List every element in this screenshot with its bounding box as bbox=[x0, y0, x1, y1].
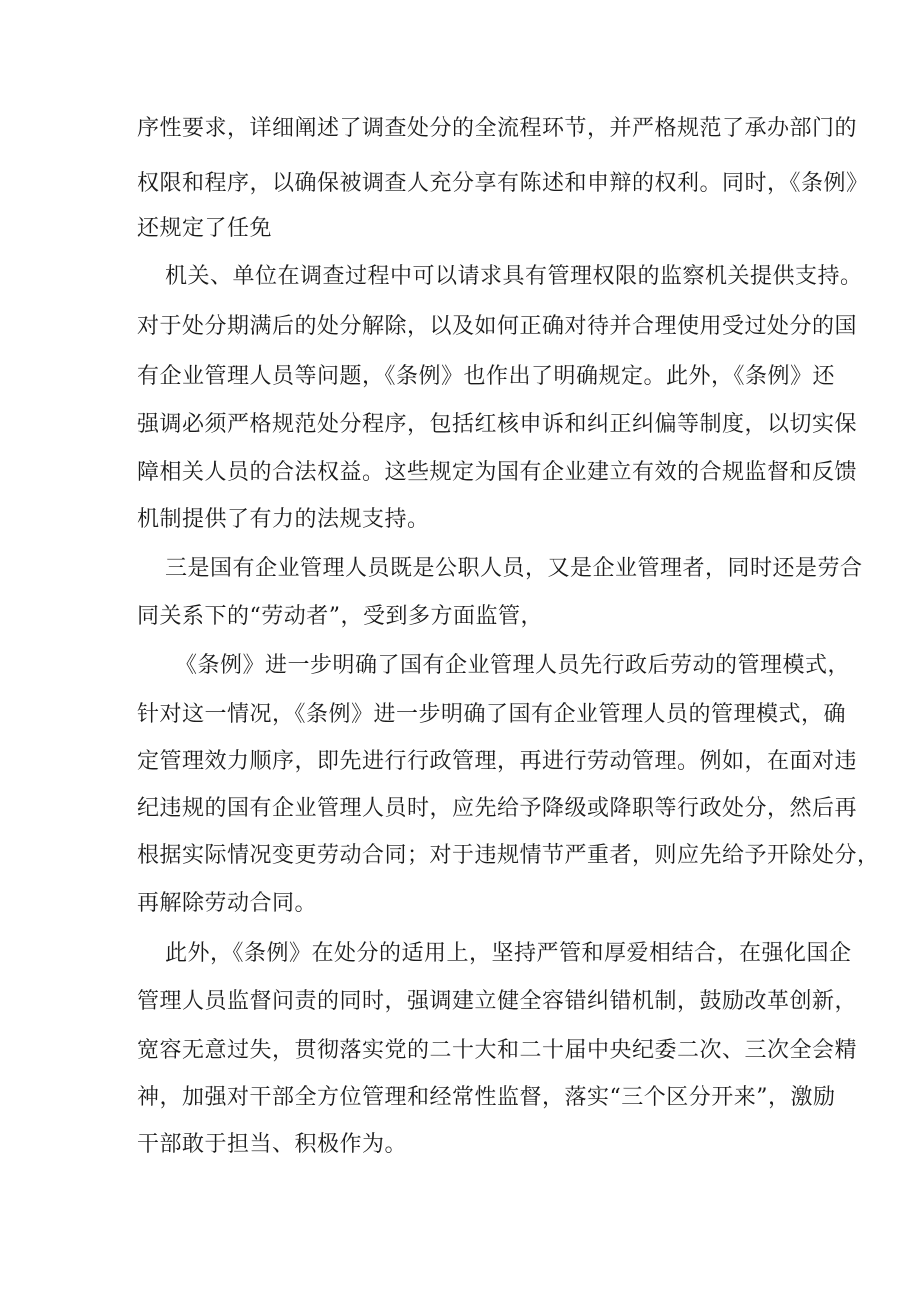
text-line: 机制提供了有力的法规支持。 bbox=[137, 507, 430, 532]
text-line: 根据实际情况变更劳动合同；对于违规情节严重者，则应先给予开除处分， bbox=[137, 843, 880, 868]
text-line: 权限和程序，以确保被调查人充分享有陈述和申辩的权利。同时，《条例》 bbox=[137, 171, 869, 196]
text-line: 《条例》进一步明确了国有企业管理人员先行政后劳动的管理模式， bbox=[175, 653, 851, 678]
text-line: 序性要求，详细阐述了调查处分的全流程环节，并严格规范了承办部门的 bbox=[137, 116, 858, 141]
text-line: 再解除劳动合同。 bbox=[137, 891, 318, 916]
text-line: 针对这一情况，《条例》进一步明确了国有企业管理人员的管理模式，确 bbox=[137, 702, 847, 727]
text-line: 宽容无意过失，贯彻落实党的二十大和二十届中央纪委二次、三次全会精 bbox=[137, 1038, 858, 1063]
text-line: 强调必须严格规范处分程序，包括红核申诉和纠正纠偏等制度，以切实保 bbox=[137, 412, 858, 437]
text-line: 干部敢于担当、积极作为。 bbox=[137, 1132, 408, 1157]
text-line: 三是国有企业管理人员既是公职人员，又是企业管理者，同时还是劳合 bbox=[165, 556, 863, 581]
text-line: 还规定了任免 bbox=[137, 216, 273, 241]
text-line: 管理人员监督问责的同时，强调建立健全容错纠错机制，鼓励改革创新， bbox=[137, 989, 858, 1014]
text-line: 神，加强对干部全方位管理和经常性监督，落实“三个区分开来”，激励 bbox=[137, 1085, 836, 1110]
text-line: 对于处分期满后的处分解除，以及如何正确对待并合理使用受过处分的国 bbox=[137, 314, 858, 339]
text-line: 有企业管理人员等问题，《条例》也作出了明确规定。此外，《条例》还 bbox=[137, 364, 836, 389]
text-line: 同关系下的“劳动者”，受到多方面监管， bbox=[137, 604, 543, 629]
text-line: 机关、单位在调查过程中可以请求具有管理权限的监察机关提供支持。 bbox=[165, 264, 863, 289]
text-line: 纪违规的国有企业管理人员时，应先给予降级或降职等行政处分，然后再 bbox=[137, 796, 858, 821]
text-line: 此外，《条例》在处分的适用上，坚持严管和厚爱相结合，在强化国企 bbox=[165, 941, 852, 966]
text-line: 障相关人员的合法权益。这些规定为国有企业建立有效的合规监督和反馈 bbox=[137, 460, 858, 485]
text-line: 定管理效力顺序，即先进行行政管理，再进行劳动管理。例如，在面对违 bbox=[137, 749, 858, 774]
